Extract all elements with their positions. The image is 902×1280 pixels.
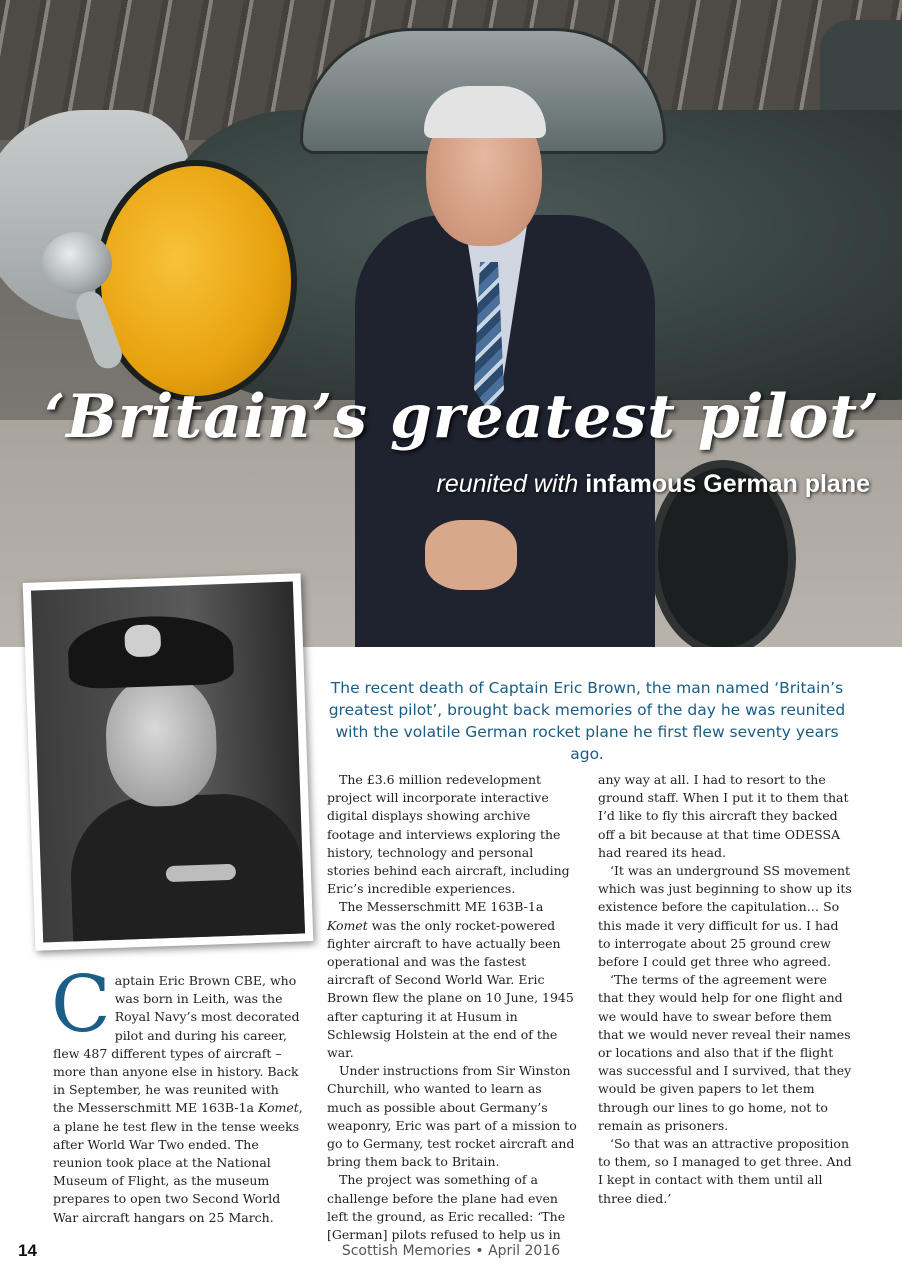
paragraph: ‘So that was an attractive proposition to them, so I managed to get three. And I kept in contact with them until all three died.’	[598, 1136, 852, 1206]
paragraph: ‘The terms of the agreement were that they would help for one flight and we would have to swear before them that we would never reveal their names or locations and also that if the flight was successful and I survived, that they would be given papers to let them through our lines to go home, not to remain as prisoners.	[598, 972, 852, 1133]
text-run: aptain Eric Brown CBE, who was born in Leith, was the Royal Navy’s most decorated pilot and during his career, flew 487 different types of aircraft – more than anyone else in history. Back in September, he was reunited with the Messerschmitt ME 163B-1a	[53, 973, 300, 1116]
article-column-3	[598, 771, 853, 1208]
paragraph: any way at all. I had to resort to the ground staff. When I put it to them that I’d like to fly this aircraft they backed off a bit because at that time ODESSA had reared its head.	[598, 772, 849, 860]
headline-title: ‘Britain’s greatest pilot’	[44, 382, 880, 452]
publication-footer: Scottish Memories • April 2016	[341, 1243, 561, 1259]
archive-portrait-photo	[23, 573, 314, 950]
article-column-2	[327, 771, 577, 1244]
article-column-1	[51, 960, 303, 1227]
italic-text: Komet	[257, 1100, 299, 1116]
italic-text: Komet	[327, 917, 368, 933]
text-run: , a plane he test flew in the tense weeks after World War Two ended. The reunion took place at the National Museum of Flight, as the museum prepares to open two Second World War aircraft hangars on 25 March.	[53, 1100, 303, 1225]
cap-badge	[124, 624, 161, 657]
drop-cap: C	[51, 960, 111, 1050]
standfirst-intro: The recent death of Captain Eric Brown, the man named ‘Britain’s greatest pilot’, brought back memories of the day he was reunited with the volatile German rocket plane he first flew seventy years ago.	[328, 679, 846, 763]
komet-yellow-nose	[95, 160, 297, 402]
pilot-wings-badge	[166, 864, 237, 882]
page-number: 14	[18, 1241, 37, 1260]
paragraph: Under instructions from Sir Winston Churchill, who wanted to learn as much as possible about Germany’s weaponry, Eric was part of a mission to go to Germany, test rocket aircraft and bring them back to Britain.	[327, 1063, 577, 1170]
paragraph	[327, 898, 577, 1062]
young-face	[104, 674, 218, 808]
text-run: The Messerschmitt ME 163B-1a	[339, 899, 544, 915]
text-run: was the only rocket-powered fighter aircraft to have actually been operational and was the fastest aircraft of Second World War. Eric Brown flew the plane on 10 June, 1945 after capturing it at Husum in Schlewsig Holstein at the end of the war.	[327, 917, 574, 1061]
subtitle-italic: reunited with	[436, 470, 579, 498]
paragraph: The project was something of a challenge before the plane had even left the ground, as Eric recalled: ‘The [German] pilots refused to help us in	[327, 1172, 566, 1243]
paragraph: ‘It was an underground SS movement which was just beginning to show up its existence before the capitulation… So this made it very difficult for us. I had to interrogate about 25 ground crew before I could get three who agreed.	[598, 863, 852, 970]
subtitle-bold: infamous German plane	[585, 470, 870, 498]
portrait-image	[31, 582, 305, 943]
paragraph	[51, 960, 303, 1227]
clasped-hands	[425, 520, 517, 590]
headline-subtitle	[300, 470, 870, 499]
paragraph: The £3.6 million redevelopment project will incorporate interactive digital displays showing archive footage and interviews exploring the history, technology and personal stories behind each aircraft, including Eric’s incredible experiences.	[327, 772, 570, 897]
hair	[424, 86, 546, 138]
propeller-spinner	[42, 232, 112, 294]
